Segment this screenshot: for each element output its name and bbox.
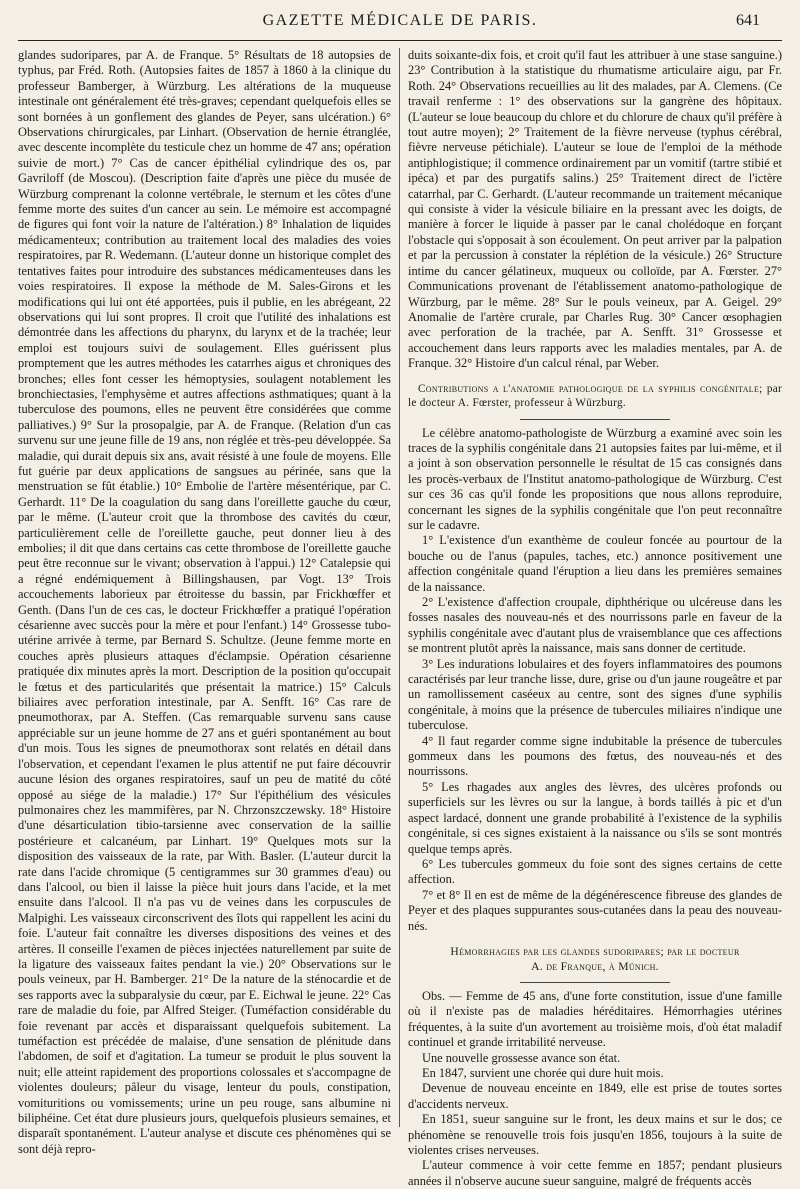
- left-column: [18, 48, 400, 1156]
- section-author: par le docteur A. Fœrster, professeur à Würzburg.: [408, 382, 782, 410]
- section-title: Hémorrhagies par les glandes sudoripares; par le docteur: [450, 944, 740, 958]
- section-paragraph: 4° Il faut regarder comme signe indubitable la présence de tubercules gommeux dans les poumons des fœtus, des nouveau-nés et des nourrissons.: [408, 733, 782, 779]
- section-paragraph: L'auteur commence à voir cette femme en 1857; pendant plusieurs années il n'observe aucune sueur sanguine, malgré de fréquents accès: [408, 1158, 782, 1188]
- section-paragraph: En 1847, survient une chorée qui dure huit mois.: [422, 1065, 664, 1080]
- section-paragraph: Une nouvelle grossesse avance son état.: [422, 1050, 621, 1065]
- section-heading-syphilis: [408, 382, 782, 411]
- section-paragraph: 5° Les rhagades aux angles des lèvres, des ulcères profonds ou superficiels sur les lèvres ou sur la langue, à bords taillés à pic et d'un aspect lardacé, donnent une grande probabilité à l'existence de la syphilis congénitale, si ces signes existaient à la naissance ou s'ils se sont montrés quelque temps après.: [408, 779, 782, 856]
- section-title: Contributions a l'anatomie pathologique de la syphilis congénitale;: [418, 382, 763, 395]
- section-paragraph: 2° L'existence d'affection croupale, diphthérique ou ulcéreuse dans les fosses nasales des nouveau-nés et des nourrissons parle en faveur de la syphilis congénitale avec d'autant plus de vraisemblance que ces affections se montrent plutôt après la naissance, mais sans donner de certitude.: [408, 595, 782, 656]
- journal-title: GAZETTE MÉDICALE DE PARIS.: [262, 12, 538, 29]
- section-paragraph: 1° L'existence d'un exanthème de couleur foncée au pourtour de la bouche ou de l'anus (papules, taches, etc.) annonce positivement une affection congénitale quand l'éruption a lieu dans les premières semaines de la naissance.: [408, 533, 782, 594]
- header-rule: [18, 40, 782, 41]
- right-column: [400, 48, 782, 1188]
- right-column-intro: duits soixante-dix fois, et croit qu'il faut les attribuer à une stase sanguine.) 23° Contribution à la statistique du rhumatisme articulaire aigu, par Fr. Roth. 24° Observations recueillies au lit des malades, par A. Clemens. (Ce travail renferme : 1° des observations sur la gangrène des hôpitaux. (L'auteur se loue beaucoup du chlore et du chlorure de chaux qu'il préfère à tout autre moyen); 2° Traitement de la fièvre nerveuse (typhus cérébral, fièvre nerveuse pétichiale). L'auteur se loue de l'emploi de la méthode antiphlogistique; il commence ordinairement par un vomitif (tartre stibié et ipéca) et par des purgatifs salins.) 25° Traitement direct de l'ictère catarrhal, par C. Gerhardt. (L'auteur recommande un traitement mécanique qui consiste à vider la vésicule biliaire en la pressant avec les doigts, de manière à forcer le liquide à passer par le canal cholédoque en forçant l'obstacle qui s'opposait à son écoulement. On peut arriver par la palpation et par la percussion à constater la réplétion de la vésicule.) 26° Structure intime du cancer gélatineux, muqueux ou colloïde, par A. Fœrster. 27° Communications provenant de l'établissement anatomo-pathologique de Würzburg, par le même. 28° Sur le pouls veineux, par A. Geigel. 29° Anomalie de l'artère crurale, par Charles Rug. 30° Cancer œsophagien avec perforation de la trachée, par A. Senfft. 31° Grossesse et accouchement dans leurs rapports avec les maladies mentales, par A. de Franque. 32° Histoire d'un calcul rénal, par Weber.: [408, 48, 782, 371]
- left-column-paragraph: glandes sudoripares, par A. de Franque. 5° Résultats de 18 autopsies de typhus, par Fréd. Roth. (Autopsies faites de 1857 à 1860 à la clinique du professeur Bamberger, à Würzburg. Les altérations de la muqueuse intestinale ont généralement été très-graves; cependant quelquefois elles se sont bornées à un gonflement des glandes de Peyer, sans ulcération.) 6° Observations chirurgicales, par Linhart. (Observation de hernie étranglée, avec descente incomplète du testicule chez un homme de 47 ans; opération suivie de mort.) 7° Cas de cancer épithélial cylindrique des os, par Gavriloff (de Moscou). (Description faite d'après une pièce du musée de Würzburg comprenant la colonne vertébrale, le sternum et les côtes d'une femme morte des suites d'un cancer au sein. Le mémoire est accompagné de figures qui font voir la nature de l'altération.) 8° Inhalation de liquides médicamenteux; contribution au traitement local des maladies des voies respiratoires, par R. Wedemann. (L'auteur donne un historique complet des tentatives faites pour introduire des substances médicamenteuses dans les voies respiratoires. Il expose la méthode de M. Sales-Girons et les modifications qui lui ont été apportées, puis il publie, en les abrégeant, 22 observations qui lui sont propres. Il croit que l'utilité des inhalations est démontrée dans les affections du pharynx, du larynx et de la trachée; leur emploi est toujours suivi de soulagement. Elles guérissent plus promptement que les autres méthodes les catarrhes aigus et chroniques des bronches; elles font cesser les hémoptysies, soulagent notablement les bronchiectasies, l'emphysème et autres affections asthmatiques; quant à la tuberculose des poumons, elles ne peuvent être considérées que comme palliatives.) 9° Sur la prosopalgie, par A. de Franque. (Relation d'un cas survenu sur une jeune fille de 19 ans, non réglée et très-peu développée. Sa maladie, qui durait depuis six ans, avait résisté à une foule de moyens. Elle fut guérie par deux applications de sangsues au périnée, sans que la menstruation se fût établie.) 10° Embolie de l'artère mésentérique, par C. Gerhardt. 11° De la coagulation du sang dans l'oreillette gauche du cœur, par le même. (L'auteur croit que la thrombose des cavités du cœur, particulièrement celle de l'oreillette gauche, peut donner lieu à des embolies; il dit que dans certains cas cette thrombose de l'oreillette gauche peut être reconnue sur le vivant; observation à l'appui.) 12° Catalepsie qui a régné endémiquement à Billingshausen, par Vogt. 13° Trois accouchements laborieux par étroitesse du bassin, par Frickhœffer et Genth. (Dans l'un de ces cas, le docteur Frickhœffer a pratiqué l'opération césarienne avec succès pour la mère et pour l'enfant.) 14° Grossesse tubo-utérine arrivée à terme, par Bernard S. Schultze. (Jeune femme morte en couches après plusieurs attaques d'éclampsie. Opération césarienne pratiquée dix minutes après la mort. Description de la position qu'occupait le fœtus et des particularités que présentait la matrice.) 15° Calculs biliaires avec perforation intestinale, par A. Senfft. 16° Cas rare de pneumothorax, par A. Steffen. (Cas remarquable survenu sans cause appréciable sur un jeune homme de 27 ans et guéri spontanément au bout d'un mois. Tous les signes de pneumothorax sont relatés en détail dans l'observation, et cependant l'examen le plus attentif ne put faire découvrir aucune lésion des organes respiratoires, sauf un peu de matité du côté opposé au siége de la maladie.) 17° Sur l'épithélium des vésicules pulmonaires chez les mammifères, par N. Chrzonszczewsky. 18° Histoire d'une désarticulation tibio-tarsienne avec conservation de la saillie postérieure et calcanéum, par Linhart. 19° Quelques mots sur la disposition des vaisseaux de la rate, par With. Basler. (L'auteur durcit la rate dans l'acide chromique (5 centigrammes sur 30 grammes d'eau) ou dans l'alcool, ou bien il laisse la pièce huit jours dans l'acide, et la met ensuite dans l'alcool. Il n'a pas vu de veines dans les corpuscules de Malpighi. Les vaisseaux circonscrivent des îlots qui rappellent les acini du foie. L'auteur fait connaître les diverses dispositions des veines et des artères. Il conseille l'examen de pièces injectées naturellement par suite de la ligature des vaisseaux faites pendant la vie.) 20° Observations sur le pouls veineux, par H. Bamberger. 21° De la nature de la sténocardie et de ses rapports avec la subparalysie du cœur, par E. Eichwal le jeune. 22° Cas rare de maladie du foie, par Alfred Steiger. (Tuméfaction considérable du foie revenant par accès et disparaissant quelquefois subitement. La tuméfaction est précédée de malaise, d'une sensation de plénitude dans l'abdomen, de soif et d'agitation. La tumeur se produit le plus souvent la nuit; elle atteint rapidement des proportions colossales et s'accompagne de violentes douleurs; pâleur du visage, lenteur du pouls, constipation, vomituritions ou vomissements; urine un peu rouge, sans albumine ni biliphéine. Cet état dure plusieurs jours, quelquefois plusieurs semaines, et disparaît spontanément. L'auteur analyse et discute ces phénomènes qui se sont déjà repro-: [18, 48, 391, 1156]
- section-paragraph: 3° Les indurations lobulaires et des foyers inflammatoires des poumons caractérisés par leur tranche lisse, dure, grise ou d'un jaune rougeâtre et par un ramollissement caséeux au centre, sont des signes d'une syphilis congénitale, à moins que la présence de tubercules miliaires n'indique une tuberculose.: [408, 656, 782, 733]
- page-header: [18, 0, 782, 40]
- section-rule: [520, 982, 670, 983]
- section-paragraph: En 1851, sueur sanguine sur le front, les deux mains et sur le dos; ce phénomène se renouvelle trois fois jusqu'en 1856, toujours à la suite de violentes crises nerveuses.: [408, 1112, 782, 1157]
- section-paragraph: Devenue de nouveau enceinte en 1849, elle est prise de toutes sortes d'accidents nerveux.: [408, 1081, 782, 1111]
- section-heading-hemorrhagies: [408, 944, 782, 974]
- text-columns: [18, 48, 782, 1188]
- section-author: A. de Franque, à Münich.: [531, 959, 659, 973]
- section-paragraph: Le célèbre anatomo-pathologiste de Würzburg a examiné avec soin les traces de la syphilis congénitale dans 21 autopsies faites par lui-même, et il a joint à son observation personnelle le résultat de 15 cas consignés dans les procès-verbaux de l'Institut anatomo-pathologique de Würzburg. C'est sur ces 36 cas qu'il fonde les propositions que nous allons reproduire, concernant les signes de la syphilis congénitale que l'on peut reconnaître sur le cadavre.: [408, 425, 782, 532]
- section-rule: [520, 419, 670, 420]
- page-number: 641: [736, 12, 760, 29]
- section-paragraph: Obs. — Femme de 45 ans, d'une forte constitution, issue d'une famille où il n'existe pas de maladies héréditaires. Hémorrhagies utérines fréquentes, à la suite d'un avortement au troisième mois, d'où état maladif continuel et grande irritabilité nerveuse.: [408, 988, 782, 1050]
- section-paragraph: 6° Les tubercules gommeux du foie sont des signes certains de cette affection.: [408, 856, 782, 887]
- section-paragraph: 7° et 8° Il en est de même de la dégénérescence fibreuse des glandes de Peyer et des plaques suppurantes sous-cutanées dans la peau des nouveau-nés.: [408, 887, 782, 933]
